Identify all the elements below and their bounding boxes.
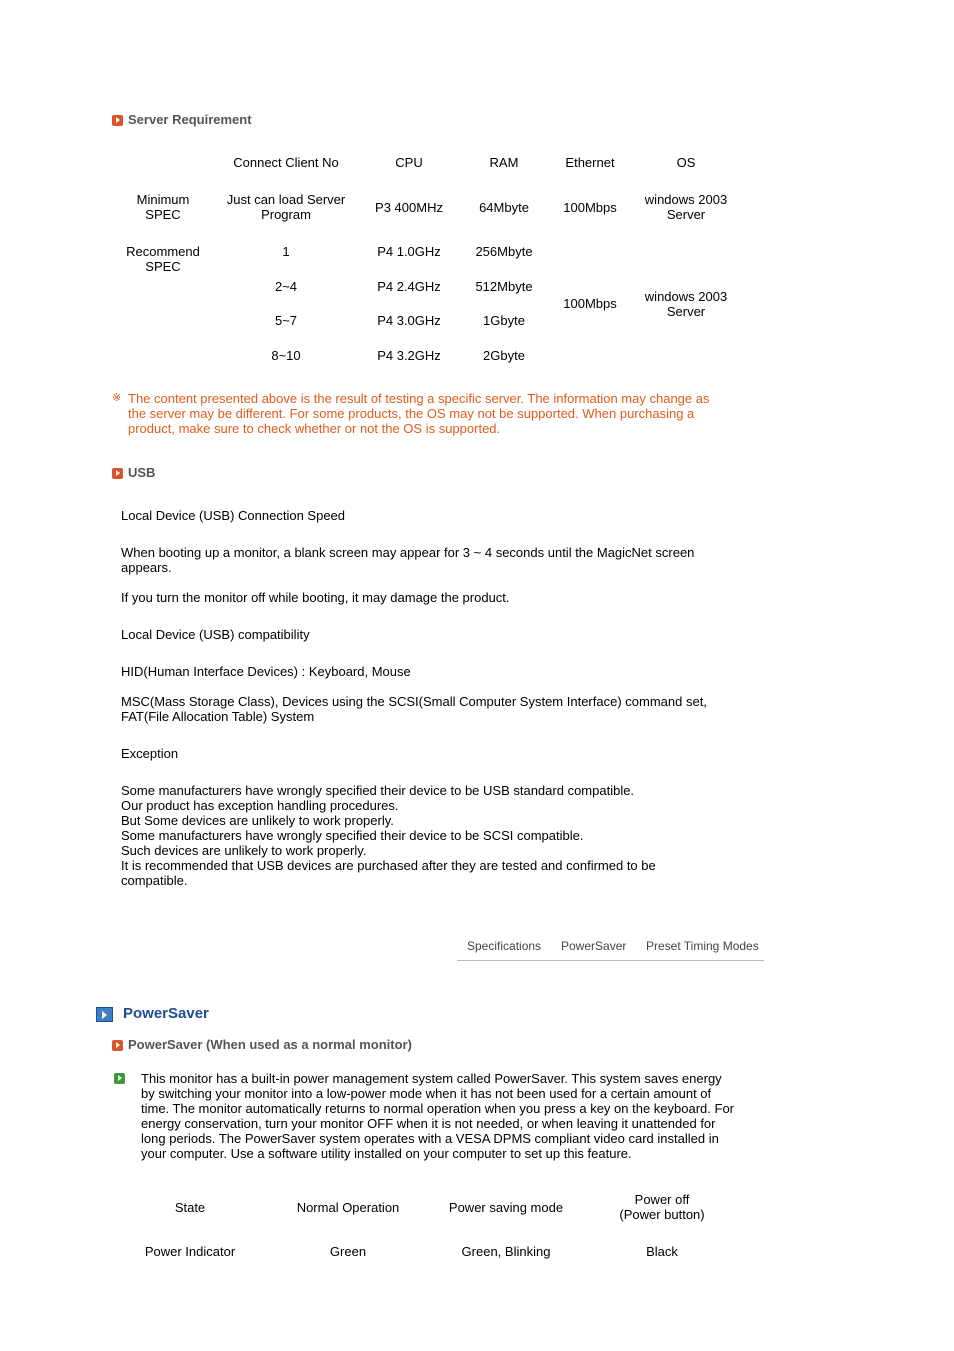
recommend-ethernet: 100Mbps <box>563 296 617 311</box>
recommend-ram: 2Gbyte <box>483 348 525 363</box>
recommend-client: 2~4 <box>274 279 298 294</box>
section-arrow-icon <box>112 468 123 479</box>
exception-line: But Some devices are unlikely to work properly. <box>121 813 394 828</box>
usb-speed-title: Local Device (USB) Connection Speed <box>121 508 346 523</box>
recommend-cpu: P4 2.4GHz <box>377 279 441 294</box>
usb-speed-p2: If you turn the monitor off while booting, it may damage the product. <box>121 590 510 605</box>
recommend-ram: 1Gbyte <box>483 313 525 328</box>
recommend-client: 1 <box>282 244 290 259</box>
table-cell-black: Black <box>646 1244 678 1259</box>
exception-line: Some manufacturers have wrongly specified their device to be SCSI compatible. <box>121 828 584 843</box>
powersaver-title: PowerSaver <box>123 1005 209 1022</box>
usb-compat-title: Local Device (USB) compatibility <box>121 627 310 642</box>
recommend-os: windows 2003 Server <box>644 289 728 319</box>
table-header-state: State <box>174 1200 206 1215</box>
minimum-client: Just can load Server Program <box>226 192 346 222</box>
exception-line: Our product has exception handling procedures. <box>121 798 399 813</box>
nav-link-powersaver[interactable]: PowerSaver <box>561 939 627 953</box>
table-header-saving: Power saving mode <box>448 1200 564 1215</box>
usb-exception-title: Exception <box>121 746 179 761</box>
exception-line: It is recommended that USB devices are purchased after they are tested and confirmed to be compatible. <box>121 858 656 888</box>
usb-compat-p2: MSC(Mass Storage Class), Devices using the SCSI(Small Computer System Interface) command set, FAT(File Allocation Table) System <box>121 694 707 724</box>
recommend-client: 5~7 <box>274 313 298 328</box>
recommend-ram: 256Mbyte <box>475 244 533 259</box>
usb-exception-list <box>121 783 681 888</box>
exception-line: Some manufacturers have wrongly specified their device to be USB standard compatible. <box>121 783 635 798</box>
section-arrow-icon <box>112 115 123 126</box>
minimum-os: windows 2003 Server <box>644 192 728 222</box>
section-nav <box>457 938 764 961</box>
nav-link-preset-timing-modes[interactable]: Preset Timing Modes <box>646 939 759 953</box>
recommend-client: 8~10 <box>271 348 301 363</box>
server-requirement-header: Server Requirement <box>128 112 252 127</box>
powersaver-subheader: PowerSaver (When used as a normal monitor) <box>128 1037 412 1052</box>
table-header-off: Power off (Power button) <box>619 1192 705 1222</box>
col-header-client: Connect Client No <box>233 155 339 170</box>
recommend-cpu: P4 3.2GHz <box>377 348 441 363</box>
minimum-cpu: P3 400MHz <box>375 200 443 215</box>
col-header-ram: RAM <box>489 155 519 170</box>
nav-link-specifications[interactable]: Specifications <box>467 939 542 953</box>
bullet-icon <box>114 1073 125 1084</box>
table-cell-blinking: Green, Blinking <box>461 1244 551 1259</box>
usb-compat-p1: HID(Human Interface Devices) : Keyboard, Mouse <box>121 664 411 679</box>
recommend-cpu: P4 1.0GHz <box>377 244 441 259</box>
table-header-normal: Normal Operation <box>296 1200 400 1215</box>
table-cell-indicator: Power Indicator <box>144 1244 236 1259</box>
col-header-ethernet: Ethernet <box>565 155 615 170</box>
recommend-cpu: P4 3.0GHz <box>377 313 441 328</box>
minimum-ram: 64Mbyte <box>479 200 529 215</box>
recommend-ram: 512Mbyte <box>475 279 533 294</box>
server-note: The content presented above is the result of testing a specific server. The information may change as the server may be different. For some products, the OS may not be supported. When purchasing a product, make sure to check whether or not the OS is supported. <box>128 391 710 436</box>
section-arrow-icon <box>112 1040 123 1051</box>
section-arrow-icon <box>96 1007 113 1022</box>
powersaver-description: This monitor has a built-in power management system called PowerSaver. This system saves energy by switching your monitor into a low-power mode when it has not been used for a certain amount of time. The monitor automatically returns to normal operation when you press a key on the keyboard. For energy conservation, turn your monitor OFF when it is not needed, or when leaving it unattended for long periods. The PowerSaver system operates with a VESA DPMS compliant video card installed in your computer. Use a software utility installed on your computer to set up this feature. <box>141 1071 734 1161</box>
col-header-os: OS <box>676 155 696 170</box>
recommend-spec-label: Recommend SPEC <box>126 244 200 274</box>
usb-speed-p1: When booting up a monitor, a blank screen may appear for 3 ~ 4 seconds until the MagicNet screen appears. <box>121 545 695 575</box>
col-header-cpu: CPU <box>395 155 423 170</box>
usb-header: USB <box>128 465 156 480</box>
note-mark-icon: ※ <box>112 392 122 404</box>
minimum-ethernet: 100Mbps <box>563 200 617 215</box>
table-cell-green: Green <box>329 1244 367 1259</box>
minimum-spec-label: Minimum SPEC <box>136 192 190 222</box>
exception-line: Such devices are unlikely to work properly. <box>121 843 367 858</box>
